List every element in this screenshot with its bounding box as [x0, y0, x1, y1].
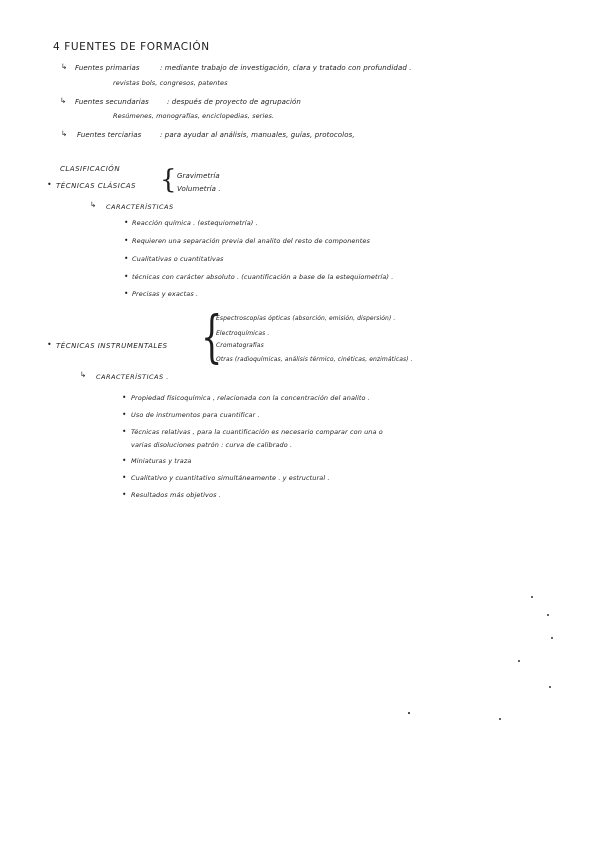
classification-title: CLASIFICACIÓN — [60, 165, 121, 173]
source-primary-text: : mediante trabajo de investigación, clara y tratado con profundidad . — [160, 64, 412, 72]
brace-icon: { — [160, 165, 177, 195]
arrow-icon: ↳ — [90, 200, 97, 209]
classic-type-volumetry: Volumetría . — [177, 185, 221, 193]
classic-characteristics-title: CARACTERÍSTICAS — [106, 203, 174, 211]
bullet-icon: • — [122, 427, 127, 436]
bullet-icon: • — [122, 410, 127, 419]
bullet-icon: • — [122, 393, 127, 402]
bullet-icon: • — [124, 272, 129, 281]
speck-mark — [499, 718, 501, 720]
source-secondary-text: : después de proyecto de agrupación — [167, 98, 301, 106]
speck-mark — [518, 660, 520, 662]
speck-mark — [531, 596, 533, 598]
arrow-icon: ↳ — [60, 96, 67, 105]
bullet-icon: • — [124, 236, 129, 245]
classic-item: Requieren una separación previa del analito del resto de componentes — [132, 237, 370, 245]
speck-mark — [547, 614, 549, 616]
instrumental-type: Cromatografías — [216, 342, 264, 349]
classic-item: Precisas y exactas . — [132, 290, 199, 298]
brace-icon: { — [201, 305, 223, 370]
source-primary-label: Fuentes primarias — [75, 64, 140, 72]
instrumental-characteristics-title: CARACTERÍSTICAS . — [96, 373, 169, 381]
arrow-icon: ↳ — [80, 370, 87, 379]
instrumental-type: Otras (radioquímicas, análisis térmico, cinéticas, enzimáticas) . — [216, 356, 413, 363]
speck-mark — [408, 712, 410, 714]
speck-mark — [549, 686, 551, 688]
classic-techniques-title: TÉCNICAS CLÁSICAS — [56, 182, 136, 190]
bullet-icon: • — [122, 456, 127, 465]
source-secondary-examples: Resúmenes, monografías, enciclopedias, series. — [113, 112, 275, 120]
bullet-icon: • — [124, 254, 129, 263]
instrumental-techniques-title: TÉCNICAS INSTRUMENTALES — [56, 342, 168, 350]
arrow-icon: ↳ — [61, 129, 68, 138]
instrumental-type: Electroquímicas . — [216, 330, 270, 337]
instrumental-item: Cualitativo y cuantitativo simultáneamente . y estructural . — [131, 474, 330, 482]
bullet-icon: • — [122, 473, 127, 482]
bullet-icon: • — [122, 490, 127, 499]
source-primary-examples: revistas bols, congresos, patentes — [113, 79, 228, 87]
classic-item: Reacción química . (estequiometría) . — [132, 219, 258, 227]
classic-type-gravimetry: Gravimetría — [177, 172, 220, 180]
bullet-icon: • — [124, 289, 129, 298]
instrumental-item-continued: varias disoluciones patrón : curva de calibrado . — [131, 441, 293, 449]
instrumental-item: Técnicas relativas , para la cuantificación es necesario comparar con una o — [131, 428, 383, 436]
bullet-icon: • — [47, 340, 52, 349]
source-tertiary-label: Fuentes terciarias — [77, 131, 142, 139]
instrumental-item: Uso de instrumentos para cuantificar . — [131, 411, 260, 419]
instrumental-item: Miniaturas y traza — [131, 457, 192, 465]
bullet-icon: • — [124, 218, 129, 227]
instrumental-item: Resultados más objetivos . — [131, 491, 221, 499]
classic-item: técnicas con carácter absoluto . (cuantificación a base de la estequiometría) . — [132, 273, 394, 281]
source-secondary-label: Fuentes secundarias — [75, 98, 149, 106]
source-tertiary-text: : para ayudar al análisis, manuales, guías, protocolos, — [160, 131, 355, 139]
arrow-icon: ↳ — [61, 62, 68, 71]
classic-item: Cualitativas o cuantitativas — [132, 255, 224, 263]
instrumental-item: Propiedad físicoquímica , relacionada con la concentración del analito . — [131, 394, 370, 402]
section-heading: 4 FUENTES DE FORMACIÓN — [53, 41, 210, 53]
bullet-icon: • — [47, 180, 52, 189]
speck-mark — [551, 637, 553, 639]
instrumental-type: Espectroscopías ópticas (absorción, emisión, dispersión) . — [216, 315, 396, 322]
